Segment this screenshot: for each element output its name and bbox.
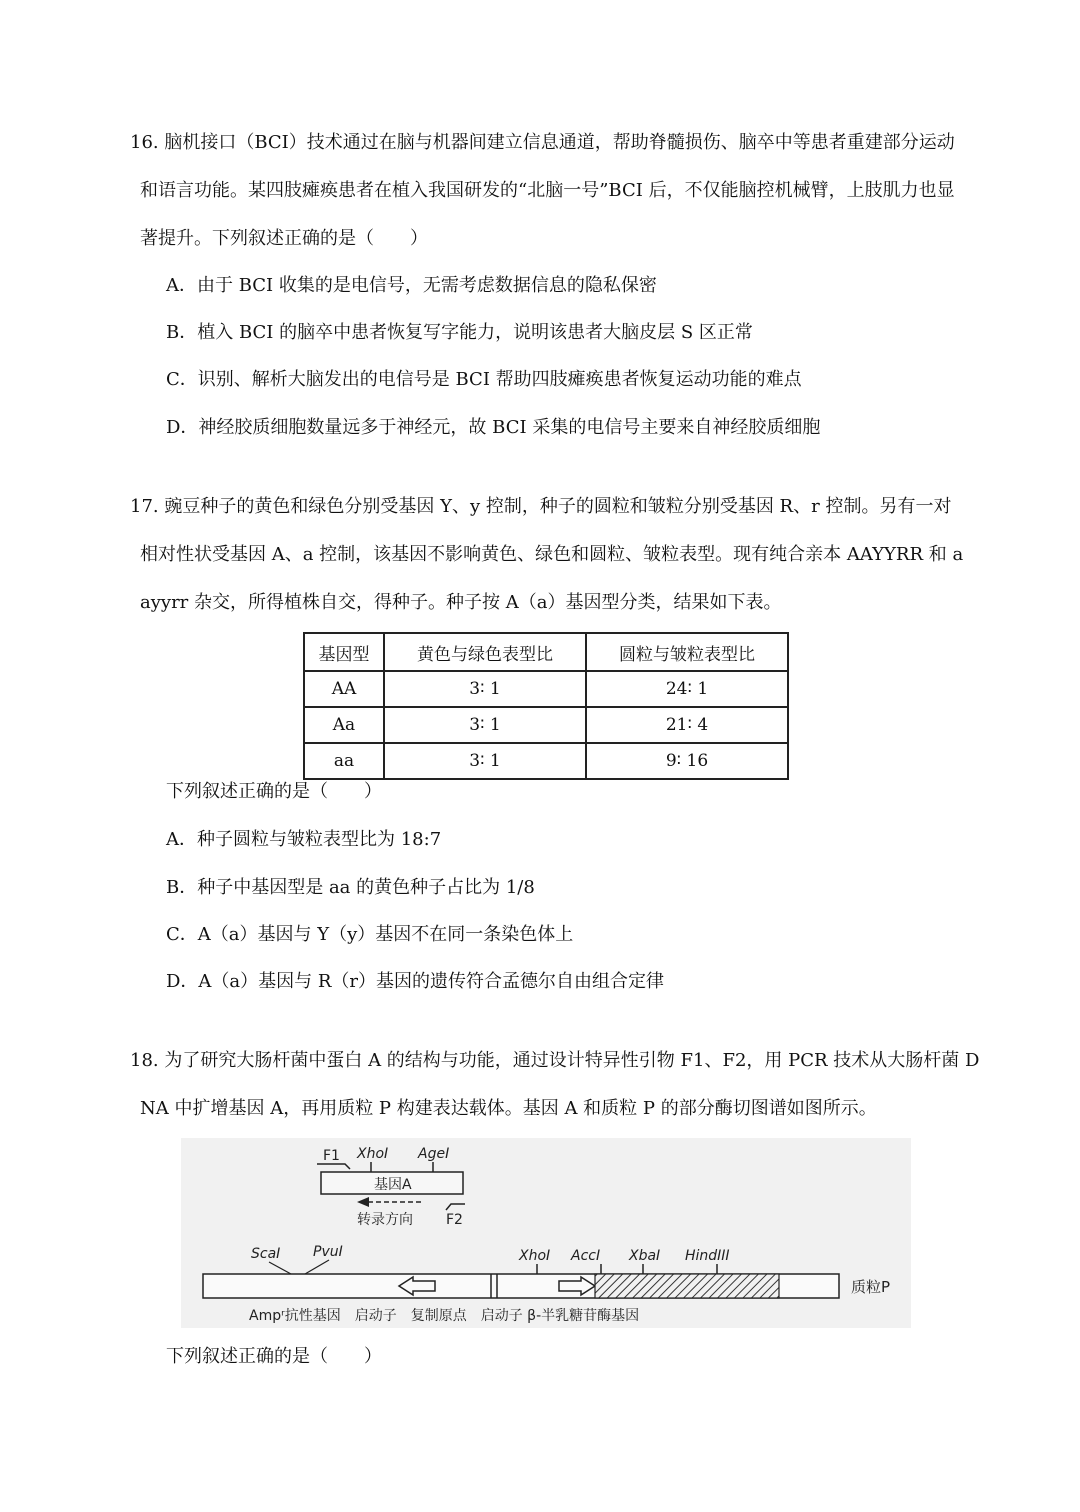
table-row (304, 743, 788, 779)
table-header-cell: 黄色与绿色表型比 (384, 633, 586, 671)
table-cell: 3∶ 1 (384, 743, 586, 779)
table-cell: aa (304, 743, 384, 779)
q16-stem-line-2: 和语言功能。某四肢瘫痪患者在植入我国研发的“北脑一号”BCI 后，不仅能脑控机械臂，上肢肌力也显 (140, 180, 955, 201)
restriction-map-svg (181, 1138, 911, 1328)
genotype-table (303, 632, 789, 780)
table-row (304, 707, 788, 743)
q18-stem-line-2: NA 中扩增基因 A，再用质粒 P 构建表达载体。基因 A 和质粒 P 的部分酶切图谱如图所示。 (140, 1098, 877, 1119)
plasmid-p-label: 质粒P (851, 1278, 891, 1296)
q18-prompt: 下列叙述正确的是（ ） (166, 1346, 382, 1367)
acci-site-label: AccI (571, 1248, 601, 1264)
xbai-site-label: XbaI (629, 1248, 661, 1264)
q16-option-c: C．识别、解析大脑发出的电信号是 BCI 帮助四肢瘫痪患者恢复运动功能的难点 (166, 369, 802, 390)
table-cell: 9∶ 16 (586, 743, 788, 779)
beta-galactosidase-gene (595, 1274, 779, 1298)
restriction-map-figure (181, 1138, 911, 1328)
q16-stem-line-3: 著提升。下列叙述正确的是（ ） (140, 228, 428, 249)
q17-option-b: B．种子中基因型是 aa 的黄色种子占比为 1/8 (166, 877, 535, 898)
pvui-site-label: PvuI (313, 1244, 343, 1260)
f1-label: F1 (323, 1148, 340, 1164)
pvui-site-mark (305, 1260, 329, 1274)
q17-stem-line-3: ayyrr 杂交，所得植株自交，得种子。种子按 A（a）基因型分类，结果如下表。 (140, 592, 782, 613)
table-cell: Aa (304, 707, 384, 743)
plasmid-bottom-label: Ampʳ抗性基因 启动子 复制原点 启动子 β-半乳糖苷酶基因 (249, 1308, 640, 1324)
scai-site-label: ScaI (251, 1246, 281, 1262)
table-cell: 3∶ 1 (384, 671, 586, 707)
hindiii-site-label: HindIII (685, 1248, 730, 1264)
table-cell: 21∶ 4 (586, 707, 788, 743)
q18-stem-line-1: 18. 为了研究大肠杆菌中蛋白 A 的结构与功能，通过设计特异性引物 F1、F2，用 PCR 技术从大肠杆菌 D (130, 1050, 980, 1071)
transcription-direction-label: 转录方向 (357, 1212, 413, 1228)
q17-option-d: D．A（a）基因与 R（r）基因的遗传符合孟德尔自由组合定律 (166, 971, 665, 992)
table-row (304, 671, 788, 707)
xhoi-plasmid-site-label: XhoI (519, 1248, 551, 1264)
q17-prompt: 下列叙述正确的是（ ） (166, 781, 382, 802)
table-header-cell: 基因型 (304, 633, 384, 671)
table-header-cell: 圆粒与皱粒表型比 (586, 633, 788, 671)
f1-primer-arrow (317, 1164, 350, 1169)
q16-stem-line-1: 16. 脑机接口（BCI）技术通过在脑与机器间建立信息通道，帮助脊髓损伤、脑卒中等患者重建部分运动 (130, 132, 955, 153)
agei-site-label: AgeI (418, 1146, 450, 1162)
q16-option-d: D．神经胶质细胞数量远多于神经元，故 BCI 采集的电信号主要来自神经胶质细胞 (166, 417, 821, 438)
q17-stem-line-1: 17. 豌豆种子的黄色和绿色分别受基因 Y、y 控制，种子的圆粒和皱粒分别受基因 R、r 控制。另有一对 (130, 496, 952, 517)
q17-stem-line-2: 相对性状受基因 A、a 控制，该基因不影响黄色、绿色和圆粒、皱粒表型。现有纯合亲本 AAYYRR 和 a (140, 544, 964, 565)
table-cell: 3∶ 1 (384, 707, 586, 743)
transcription-arrowhead (357, 1197, 369, 1207)
q17-option-a: A．种子圆粒与皱粒表型比为 18:7 (166, 829, 442, 850)
q16-option-a: A．由于 BCI 收集的是电信号，无需考虑数据信息的隐私保密 (166, 275, 657, 296)
table-cell: AA (304, 671, 384, 707)
q17-option-c: C．A（a）基因与 Y（y）基因不在同一条染色体上 (166, 924, 574, 945)
xhoi-gene-site-label: XhoI (357, 1146, 389, 1162)
f2-label: F2 (446, 1212, 463, 1228)
scai-site-mark (269, 1262, 291, 1274)
table-cell: 24∶ 1 (586, 671, 788, 707)
table-header-row (304, 633, 788, 671)
q16-option-b: B．植入 BCI 的脑卒中患者恢复写字能力，说明该患者大脑皮层 S 区正常 (166, 322, 753, 343)
f2-primer-arrow (446, 1204, 465, 1210)
gene-a-label: 基因A (374, 1177, 412, 1193)
